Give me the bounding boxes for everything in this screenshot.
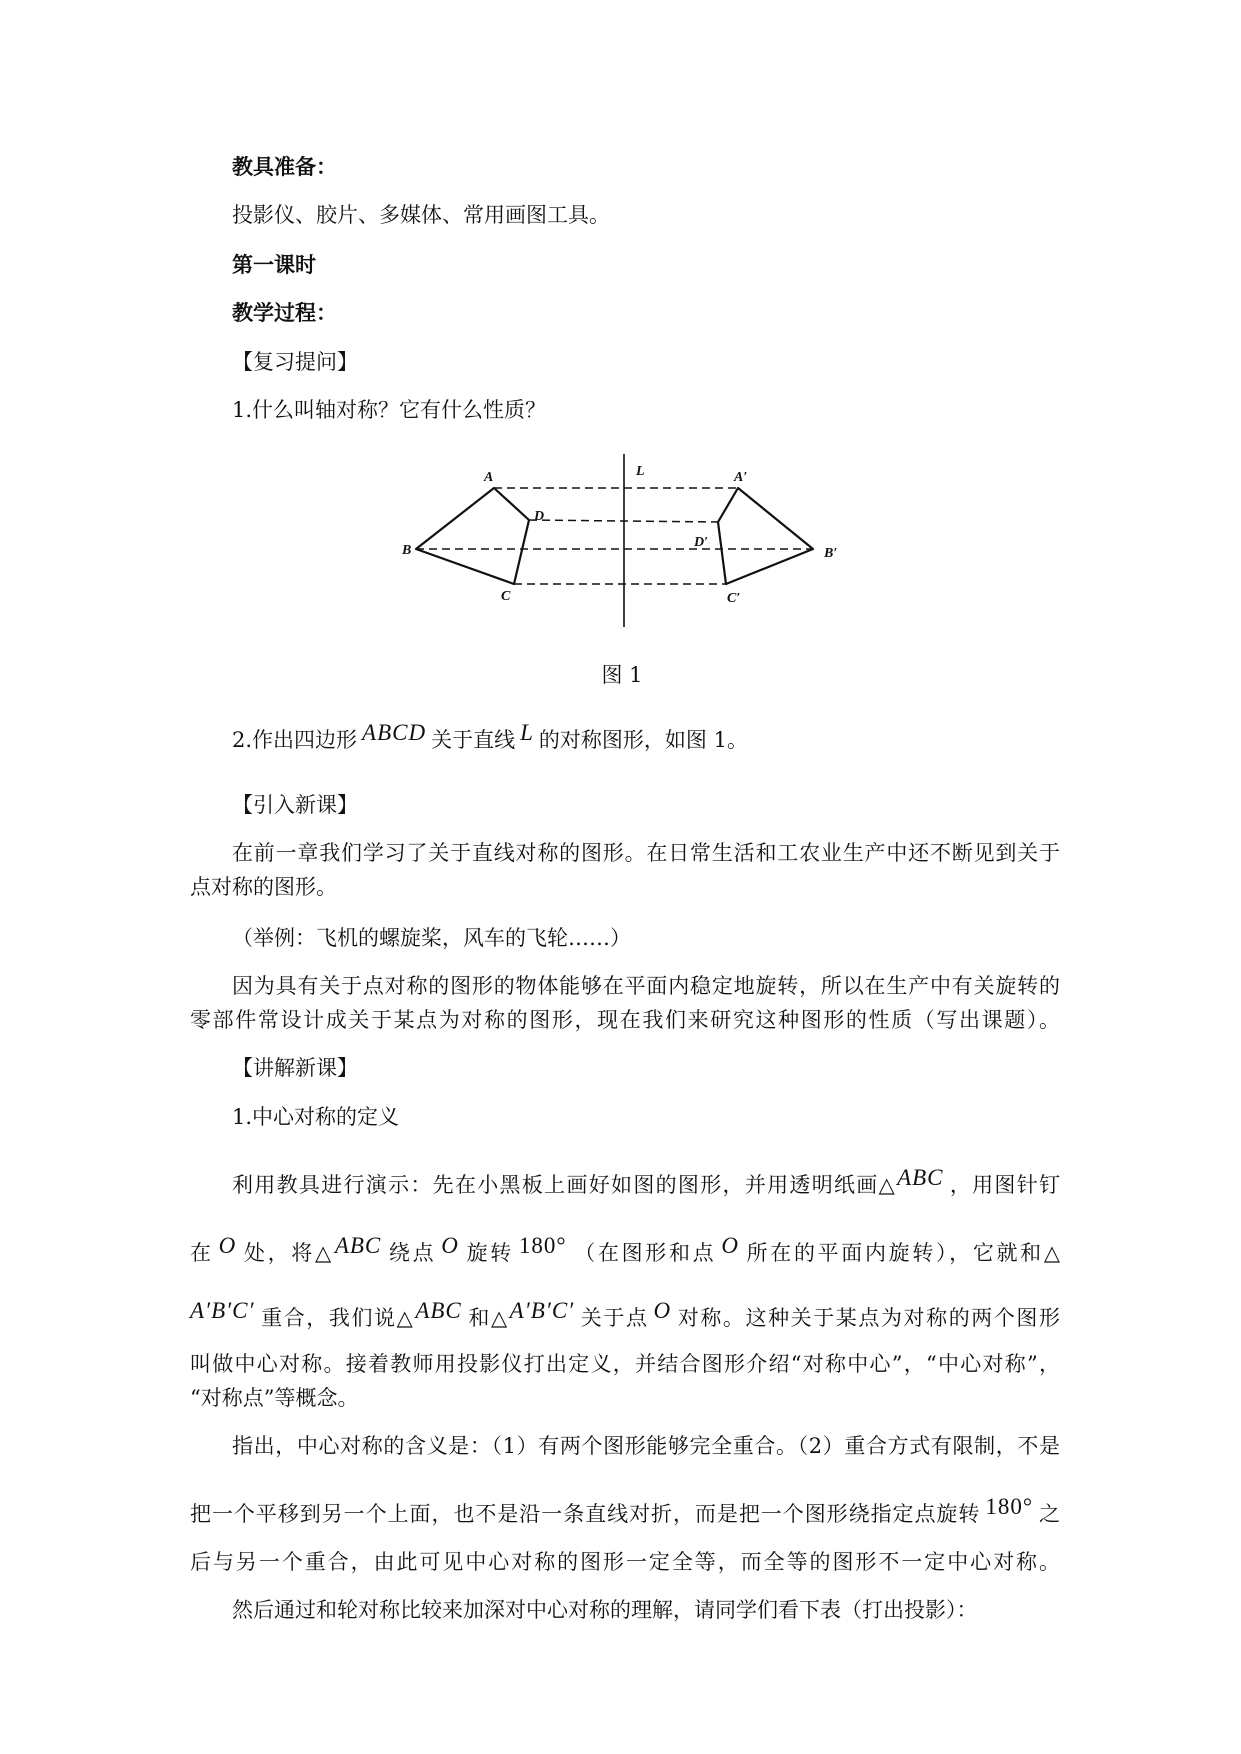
label-b-prime: B′ xyxy=(824,546,838,561)
label-a: A xyxy=(484,470,494,485)
demo2-text-3: 绕点 xyxy=(386,1241,437,1265)
demo3-math-a-prime-b-prime-c-prime-2: A′B′C′ xyxy=(509,1298,575,1323)
demo2-math-o-1: O xyxy=(218,1233,237,1258)
intro-heading: 【引入新课】 xyxy=(232,793,358,817)
q2-text-2: 关于直线 xyxy=(431,728,516,752)
meaning-line-3: 后与另一个重合，由此可见中心对称的图形一定全等，而全等的图形不一定中心对称。 xyxy=(190,1550,1060,1574)
equipment-heading: 教具准备： xyxy=(232,154,337,179)
demo2-text-6: 所在的平面内旋转），它就和△ xyxy=(743,1241,1061,1265)
intro-paragraph2-line1: 因为具有关于点对称的图形的物体能够在平面内稳定地旋转，所以在生产中有关旋转的 xyxy=(232,974,1060,998)
demo2-math-180-degrees: 180° xyxy=(518,1233,567,1258)
figure-caption: 图 1 xyxy=(601,663,643,687)
demo2-math-abc: ABC xyxy=(334,1233,382,1258)
meaning-line-1: 指出，中心对称的含义是：（1）有两个图形能够完全重合。（2）重合方式有限制，不是 xyxy=(232,1434,1060,1458)
meaning2-text-2: 之 xyxy=(1038,1502,1061,1526)
comparison-line: 然后通过和轮对称比较来加深对中心对称的理解，请同学们看下表（打出投影）： xyxy=(232,1598,978,1622)
demo-line-3 xyxy=(190,1298,1061,1332)
intro-paragraph1-line2: 点对称的图形。 xyxy=(190,875,337,899)
lesson-title: 第一课时 xyxy=(232,252,316,277)
demo2-text-1: 在 xyxy=(190,1241,214,1265)
equipment-text: 投影仪、胶片、多媒体、常用画图工具。 xyxy=(232,203,610,227)
review-heading: 【复习提问】 xyxy=(232,350,358,374)
q2-math-abcd: ABCD xyxy=(362,720,427,745)
q2-text-1: 2.作出四边形 xyxy=(232,728,358,752)
quadrilateral-a-prime-b-prime-c-prime-d-prime xyxy=(718,488,813,584)
demo2-math-o-3: O xyxy=(721,1233,739,1258)
demo-line-1 xyxy=(232,1165,1060,1199)
label-d-prime: D′ xyxy=(694,535,709,550)
label-a-prime: A′ xyxy=(734,470,748,485)
new-lesson-heading: 【讲解新课】 xyxy=(232,1056,358,1080)
axial-symmetry-figure xyxy=(400,445,860,635)
demo2-math-o-2: O xyxy=(441,1233,459,1258)
label-l: L xyxy=(636,464,645,479)
demo2-text-2: 处，将△ xyxy=(241,1241,334,1265)
demo-line-5: “对称点”等概念。 xyxy=(190,1386,359,1410)
label-d: D xyxy=(534,509,545,524)
intro-example: （举例：飞机的螺旋桨，风车的飞轮……） xyxy=(232,926,631,950)
q2-text-3: 的对称图形，如图 1。 xyxy=(538,728,748,752)
meaning-line-2 xyxy=(190,1494,1061,1528)
demo3-math-a-prime-b-prime-c-prime-1: A′B′C′ xyxy=(190,1298,255,1323)
label-b: B xyxy=(402,543,412,558)
process-heading: 教学过程： xyxy=(232,300,337,325)
demo-line-4: 叫做中心对称。接着教师用投影仪打出定义，并结合图形介绍“对称中心”，“中心对称”， xyxy=(190,1352,1060,1376)
intro-paragraph1-line1: 在前一章我们学习了关于直线对称的图形。在日常生活和工农业生产中还不断见到关于 xyxy=(232,841,1060,865)
demo1-text-2: ，用图针钉 xyxy=(948,1173,1060,1197)
demo1-math-abc: ABC xyxy=(897,1165,944,1190)
label-c: C xyxy=(501,589,511,604)
demo3-math-o: O xyxy=(653,1298,672,1323)
demo3-text-1: 重合，我们说△ xyxy=(259,1306,415,1330)
label-c-prime: C′ xyxy=(727,591,741,606)
quadrilateral-abcd xyxy=(416,488,529,584)
meaning2-text-1: 把一个平移到另一个上面，也不是沿一条直线对折，而是把一个图形绕指定点旋转 xyxy=(190,1502,981,1526)
demo-line-2 xyxy=(190,1233,1061,1267)
demo1-text-1: 利用教具进行演示：先在小黑板上画好如图的图形，并用透明纸画△ xyxy=(232,1173,897,1197)
demo2-text-4: 旋转 xyxy=(463,1241,514,1265)
intro-paragraph2-line2: 零部件常设计成关于某点为对称的图形，现在我们来研究这种图形的性质（写出课题）。 xyxy=(190,1008,1060,1032)
q2-math-l: L xyxy=(520,720,534,745)
demo3-math-abc: ABC xyxy=(415,1298,462,1323)
demo3-text-4: 对称。这种关于某点为对称的两个图形 xyxy=(676,1306,1061,1330)
section-title: 1.中心对称的定义 xyxy=(232,1105,400,1129)
review-question-1: 1.什么叫轴对称？它有什么性质？ xyxy=(232,398,547,422)
dashed-line-d-to-d-prime xyxy=(529,520,718,522)
demo3-text-3: 关于点 xyxy=(579,1306,649,1330)
demo3-text-2: 和△ xyxy=(466,1306,509,1330)
demo2-text-5: （在图形和点 xyxy=(571,1241,717,1265)
meaning2-math-180-degrees: 180° xyxy=(985,1494,1034,1519)
review-question-2 xyxy=(232,720,748,754)
